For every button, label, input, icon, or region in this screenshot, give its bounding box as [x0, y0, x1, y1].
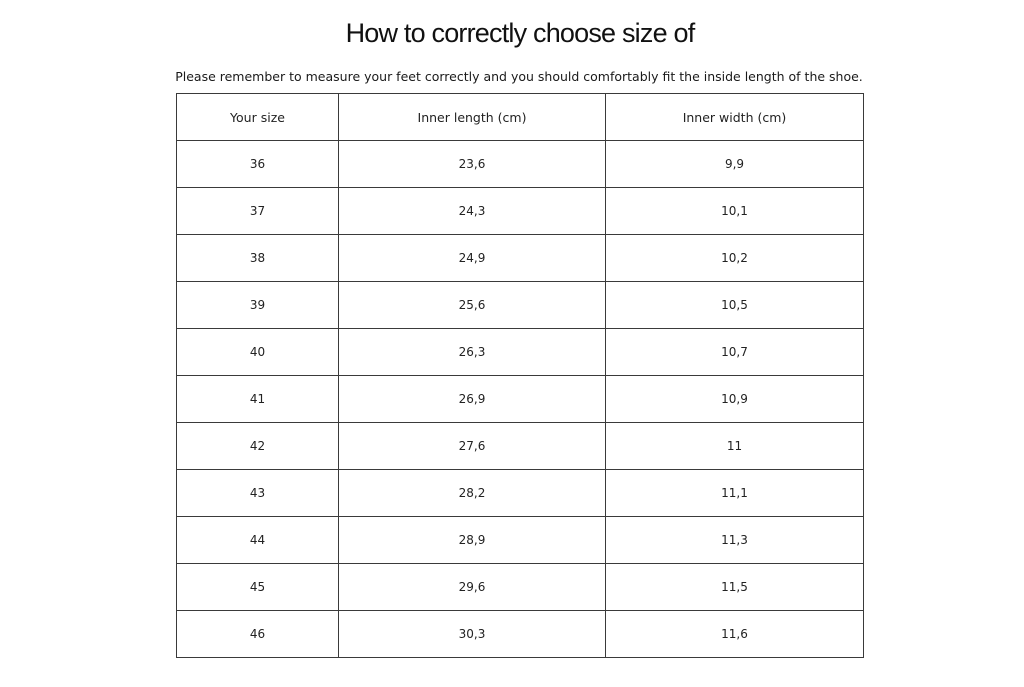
cell-size: 37	[177, 188, 339, 235]
cell-inner-length: 23,6	[339, 141, 606, 188]
cell-inner-width: 10,1	[606, 188, 864, 235]
cell-inner-length: 26,9	[339, 376, 606, 423]
table-row	[177, 235, 864, 282]
cell-size: 43	[177, 470, 339, 517]
cell-size: 46	[177, 611, 339, 658]
cell-inner-width: 11,3	[606, 517, 864, 564]
table-row	[177, 517, 864, 564]
table-row	[177, 141, 864, 188]
cell-inner-length: 30,3	[339, 611, 606, 658]
cell-size: 36	[177, 141, 339, 188]
cell-inner-length: 25,6	[339, 282, 606, 329]
cell-inner-length: 29,6	[339, 564, 606, 611]
cell-inner-length: 24,9	[339, 235, 606, 282]
cell-inner-width: 10,2	[606, 235, 864, 282]
header-inner-width: Inner width (cm)	[606, 94, 864, 141]
table-row	[177, 376, 864, 423]
cell-size: 44	[177, 517, 339, 564]
table-row	[177, 188, 864, 235]
cell-inner-width: 11,5	[606, 564, 864, 611]
page-subtitle: Please remember to measure your feet correctly and you should comfortably fit the inside length of the shoe.	[175, 69, 863, 84]
table-row	[177, 282, 864, 329]
cell-inner-width: 10,7	[606, 329, 864, 376]
cell-inner-width: 11,6	[606, 611, 864, 658]
table-row	[177, 611, 864, 658]
table-row	[177, 564, 864, 611]
table-row	[177, 470, 864, 517]
page-title: How to correctly choose size of	[345, 18, 695, 48]
table-row	[177, 423, 864, 470]
cell-inner-length: 24,3	[339, 188, 606, 235]
cell-inner-width: 9,9	[606, 141, 864, 188]
cell-inner-length: 26,3	[339, 329, 606, 376]
cell-inner-width: 10,9	[606, 376, 864, 423]
cell-size: 38	[177, 235, 339, 282]
cell-size: 39	[177, 282, 339, 329]
cell-inner-length: 28,2	[339, 470, 606, 517]
cell-size: 41	[177, 376, 339, 423]
cell-size: 40	[177, 329, 339, 376]
header-inner-length: Inner length (cm)	[339, 94, 606, 141]
cell-inner-width: 11,1	[606, 470, 864, 517]
cell-inner-width: 10,5	[606, 282, 864, 329]
cell-inner-length: 27,6	[339, 423, 606, 470]
table-row	[177, 329, 864, 376]
header-your-size: Your size	[177, 94, 339, 141]
cell-inner-length: 28,9	[339, 517, 606, 564]
table-header-row	[177, 94, 864, 141]
cell-size: 45	[177, 564, 339, 611]
cell-size: 42	[177, 423, 339, 470]
size-chart-table	[176, 93, 864, 658]
cell-inner-width: 11	[606, 423, 864, 470]
